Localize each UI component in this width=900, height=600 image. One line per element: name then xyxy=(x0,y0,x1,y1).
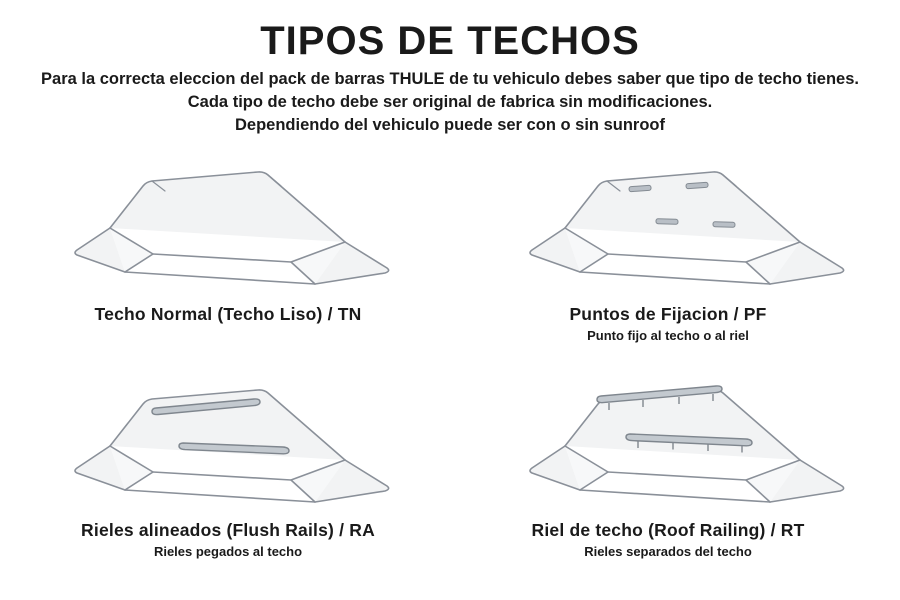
roof-type-subcaption-ra: Rieles pegados al techo xyxy=(153,544,303,560)
subtitle-block xyxy=(20,68,880,136)
roof-type-subcaption-rt: Rieles separados del techo xyxy=(584,544,752,560)
roof-type-caption-ra: Rieles alineados (Flush Rails) / RA xyxy=(81,520,375,541)
car-roof-plain-icon xyxy=(15,150,435,300)
roof-type-caption-rt: Riel de techo (Roof Railing) / RT xyxy=(531,520,805,541)
roof-type-card-tn xyxy=(10,150,446,368)
page-title: TIPOS DE TECHOS xyxy=(260,19,640,63)
roof-type-card-pf xyxy=(446,150,890,368)
subtitle-line-1: Para la correcta eleccion del pack de barras THULE de tu vehiculo debes saber que tipo de techo tienes. xyxy=(41,70,859,88)
roof-type-caption-tn: Techo Normal (Techo Liso) / TN xyxy=(94,304,362,325)
roof-type-card-ra xyxy=(10,368,446,586)
subtitle-line-2: Cada tipo de techo debe ser original de fabrica sin modificaciones. xyxy=(187,92,713,111)
roof-type-card-rt xyxy=(446,368,890,586)
roof-type-subcaption-pf: Punto fijo al techo o al riel xyxy=(587,328,749,344)
car-roof-fixpoints-icon xyxy=(470,150,890,300)
car-roof-flush-rails-icon xyxy=(15,368,435,518)
car-roof-raised-railing-icon xyxy=(470,368,890,518)
roof-type-caption-pf: Puntos de Fijacion / PF xyxy=(569,304,767,325)
roof-types-grid xyxy=(10,150,890,586)
subtitle-line-3: Dependiendo del vehiculo puede ser con o sin sunroof xyxy=(235,115,665,134)
